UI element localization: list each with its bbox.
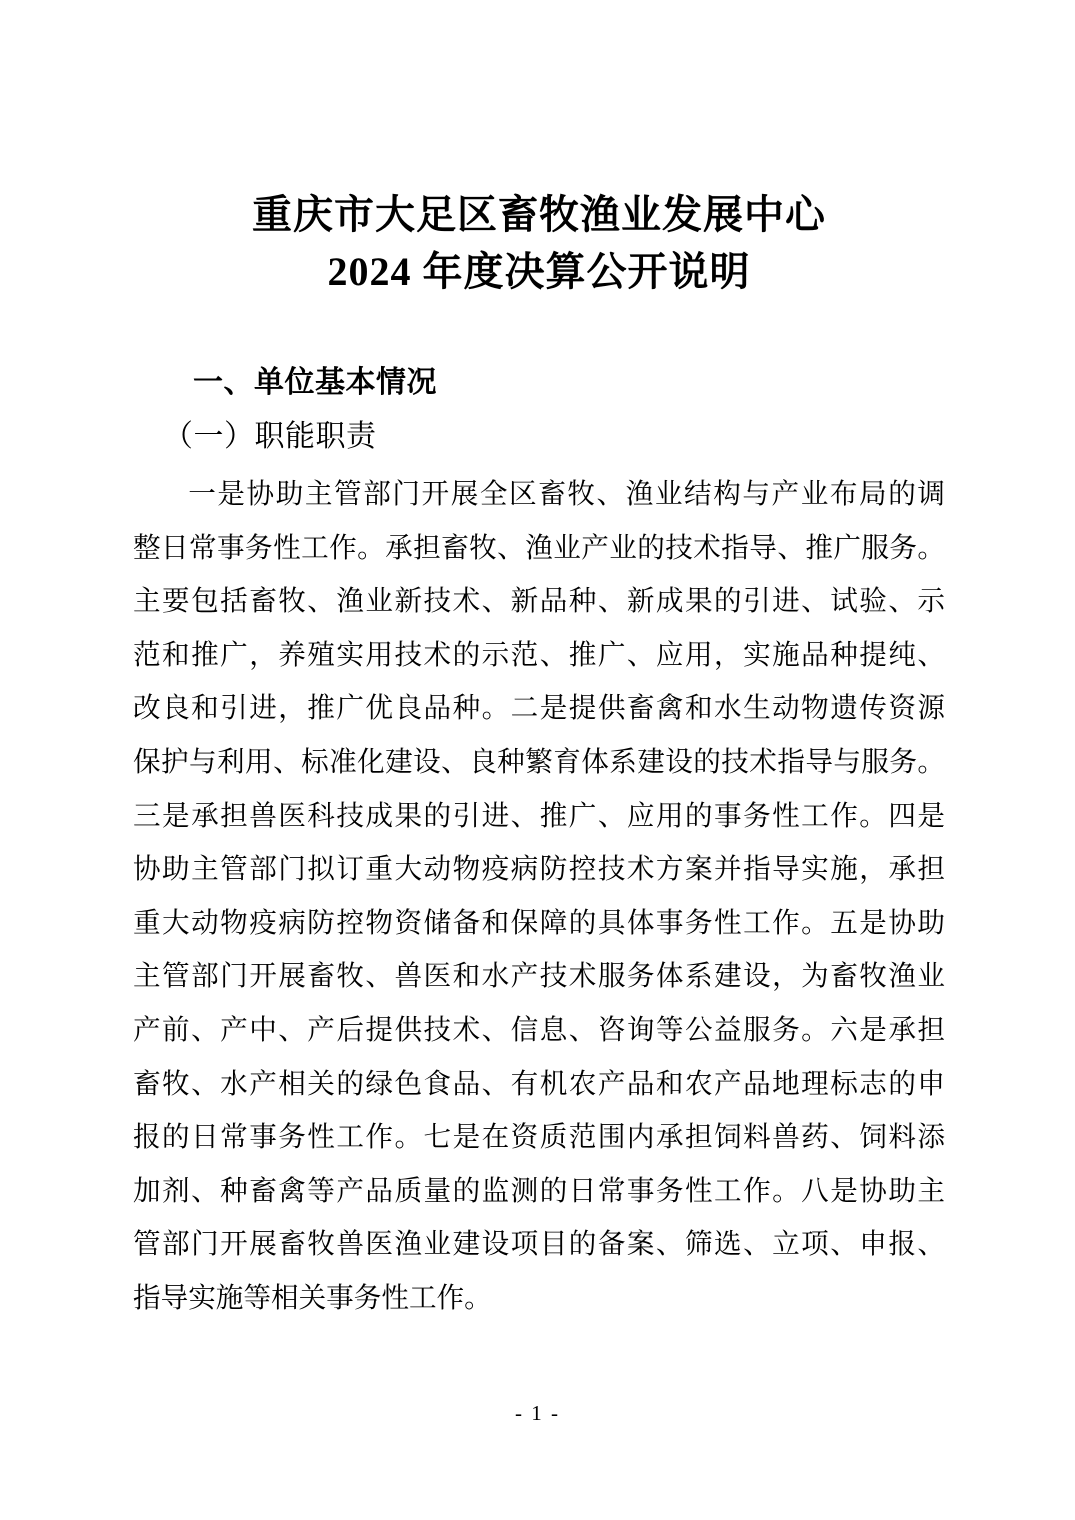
body-paragraph [133, 467, 945, 1325]
paragraph-line: 范和推广，养殖实用技术的示范、推广、应用，实施品种提纯、 [133, 638, 945, 670]
paragraph-line: 指导实施等相关事务性工作。 [133, 1281, 492, 1313]
paragraph-line: 主管部门开展畜牧、兽医和水产技术服务体系建设，为畜牧渔业 [133, 960, 945, 992]
title-line-2: 2024 年度决算公开说明 [327, 249, 751, 294]
paragraph-line: 重大动物疫病防控物资储备和保障的具体事务性工作。五是协助 [133, 906, 945, 938]
paragraph-line: 产前、产中、产后提供技术、信息、咨询等公益服务。六是承担 [133, 1013, 945, 1045]
paragraph-line: 主要包括畜牧、渔业新技术、新品种、新成果的引进、试验、示 [133, 585, 945, 617]
document-title [133, 186, 945, 300]
paragraph-line: 保护与利用、标准化建设、良种繁育体系建设的技术指导与服务。 [133, 745, 945, 777]
paragraph-line: 报的日常事务性工作。七是在资质范围内承担饲料兽药、饲料添 [133, 1121, 945, 1153]
paragraph-line: 管部门开展畜牧兽医渔业建设项目的备案、筛选、立项、申报、 [133, 1228, 945, 1260]
title-line-1: 重庆市大足区畜牧渔业发展中心 [252, 192, 826, 237]
paragraph-line: 协助主管部门拟订重大动物疫病防控技术方案并指导实施，承担 [133, 853, 945, 885]
page-number: - 1 - [515, 1401, 560, 1425]
paragraph-line: 加剂、种畜禽等产品质量的监测的日常事务性工作。八是协助主 [133, 1174, 945, 1206]
paragraph-line: 一是协助主管部门开展全区畜牧、渔业结构与产业布局的调 [188, 478, 945, 509]
section-heading-basic-info: 一、单位基本情况 [193, 366, 437, 399]
paragraph-line: 整日常事务性工作。承担畜牧、渔业产业的技术指导、推广服务。 [133, 531, 945, 563]
document-content [133, 0, 945, 1325]
paragraph-line: 三是承担兽医科技成果的引进、推广、应用的事务性工作。四是 [133, 799, 945, 831]
paragraph-line: 改良和引进，推广优良品种。二是提供畜禽和水生动物遗传资源 [133, 692, 945, 724]
subsection-heading-duties: （一）职能职责 [163, 420, 377, 453]
paragraph-line: 畜牧、水产相关的绿色食品、有机农产品和农产品地理标志的申 [133, 1067, 945, 1099]
